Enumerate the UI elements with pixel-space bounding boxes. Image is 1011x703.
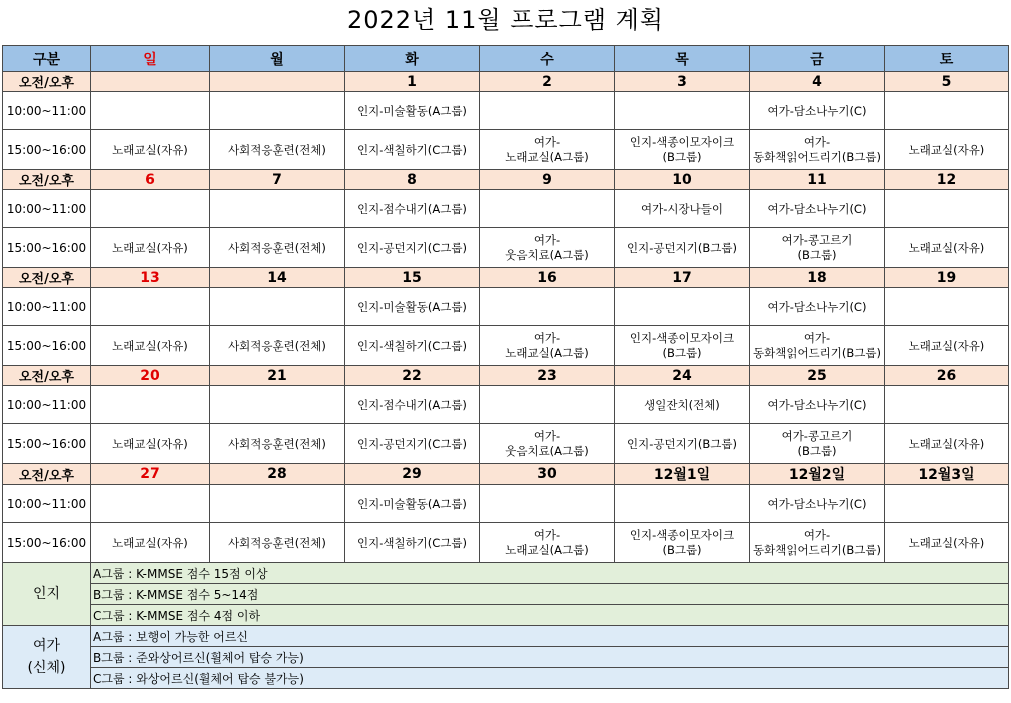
program-cell: 사회적응훈련(전체) (210, 228, 345, 268)
program-cell: 인지-공던지기(C그룹) (345, 424, 480, 464)
program-cell: 인지-점수내기(A그룹) (345, 386, 480, 424)
date-cell: 11 (750, 170, 885, 190)
morning-row (3, 92, 1009, 130)
program-cell: 여가-담소나누기(C) (750, 386, 885, 424)
header-category: 구분 (3, 46, 91, 72)
date-cell: 3 (615, 72, 750, 92)
period-label: 오전/오후 (3, 72, 91, 92)
program-cell: 인지-색칠하기(C그룹) (345, 130, 480, 170)
page-title: 2022년 11월 프로그램 계획 (347, 6, 664, 34)
program-cell (615, 92, 750, 130)
program-cell: 여가- 웃음치료(A그룹) (480, 228, 615, 268)
time-label: 15:00~16:00 (3, 228, 91, 268)
afternoon-row (3, 130, 1009, 170)
program-cell (210, 92, 345, 130)
legend-item: A그룹 : K-MMSE 점수 15점 이상 (91, 563, 1009, 584)
day-header-row (3, 46, 1009, 72)
program-cell: 인지-미술활동(A그룹) (345, 92, 480, 130)
program-cell: 노래교실(자유) (91, 228, 210, 268)
program-cell (210, 190, 345, 228)
date-cell: 21 (210, 366, 345, 386)
date-cell: 1 (345, 72, 480, 92)
legend-row (3, 647, 1009, 668)
program-cell: 인지-색종이모자이크 (B그룹) (615, 523, 750, 563)
program-cell (91, 190, 210, 228)
program-cell: 여가- 웃음치료(A그룹) (480, 424, 615, 464)
date-cell: 12 (885, 170, 1009, 190)
schedule-body (3, 46, 1009, 689)
program-cell (480, 190, 615, 228)
program-cell (480, 386, 615, 424)
legend-item: C그룹 : 와상어르신(휠체어 탑승 불가능) (91, 668, 1009, 689)
program-cell (615, 485, 750, 523)
program-cell: 인지-미술활동(A그룹) (345, 485, 480, 523)
date-cell: 29 (345, 464, 480, 485)
period-label: 오전/오후 (3, 268, 91, 288)
program-cell: 사회적응훈련(전체) (210, 523, 345, 563)
program-cell: 여가- 노래교실(A그룹) (480, 523, 615, 563)
date-cell: 19 (885, 268, 1009, 288)
program-cell: 여가- 동화책읽어드리기(B그룹) (750, 326, 885, 366)
time-label: 10:00~11:00 (3, 485, 91, 523)
header-thursday: 목 (615, 46, 750, 72)
program-cell (885, 288, 1009, 326)
legend-item: A그룹 : 보행이 가능한 어르신 (91, 626, 1009, 647)
period-label: 오전/오후 (3, 170, 91, 190)
legend-title: 인지 (3, 563, 91, 626)
program-cell: 여가-시장나들이 (615, 190, 750, 228)
date-cell: 10 (615, 170, 750, 190)
afternoon-row (3, 326, 1009, 366)
time-label: 15:00~16:00 (3, 523, 91, 563)
program-cell (480, 92, 615, 130)
time-label: 15:00~16:00 (3, 326, 91, 366)
program-cell: 인지-색칠하기(C그룹) (345, 523, 480, 563)
date-cell: 8 (345, 170, 480, 190)
program-cell: 노래교실(자유) (885, 130, 1009, 170)
program-cell: 노래교실(자유) (91, 523, 210, 563)
program-cell: 인지-점수내기(A그룹) (345, 190, 480, 228)
header-monday: 월 (210, 46, 345, 72)
time-label: 15:00~16:00 (3, 130, 91, 170)
date-cell: 20 (91, 366, 210, 386)
program-cell: 인지-미술활동(A그룹) (345, 288, 480, 326)
program-cell (480, 288, 615, 326)
program-cell (210, 288, 345, 326)
legend-item: B그룹 : K-MMSE 점수 5~14점 (91, 584, 1009, 605)
date-row (3, 366, 1009, 386)
morning-row (3, 485, 1009, 523)
header-friday: 금 (750, 46, 885, 72)
date-row (3, 464, 1009, 485)
time-label: 10:00~11:00 (3, 92, 91, 130)
program-cell: 인지-색종이모자이크 (B그룹) (615, 326, 750, 366)
afternoon-row (3, 424, 1009, 464)
program-cell (615, 288, 750, 326)
morning-row (3, 190, 1009, 228)
program-cell: 노래교실(자유) (91, 326, 210, 366)
date-cell: 27 (91, 464, 210, 485)
program-cell: 인지-공던지기(B그룹) (615, 228, 750, 268)
morning-row (3, 288, 1009, 326)
date-cell: 18 (750, 268, 885, 288)
program-cell: 노래교실(자유) (885, 228, 1009, 268)
date-cell: 25 (750, 366, 885, 386)
date-cell: 30 (480, 464, 615, 485)
legend-row (3, 626, 1009, 647)
legend-row (3, 668, 1009, 689)
program-cell: 인지-공던지기(C그룹) (345, 228, 480, 268)
program-cell: 여가-담소나누기(C) (750, 92, 885, 130)
program-cell: 노래교실(자유) (885, 424, 1009, 464)
date-cell: 12월3일 (885, 464, 1009, 485)
program-cell: 인지-색칠하기(C그룹) (345, 326, 480, 366)
program-cell: 여가-담소나누기(C) (750, 288, 885, 326)
date-cell: 2 (480, 72, 615, 92)
program-cell (91, 92, 210, 130)
program-cell (210, 386, 345, 424)
header-tuesday: 화 (345, 46, 480, 72)
date-cell: 15 (345, 268, 480, 288)
date-cell: 13 (91, 268, 210, 288)
program-cell: 노래교실(자유) (885, 523, 1009, 563)
header-wednesday: 수 (480, 46, 615, 72)
program-cell: 여가- 노래교실(A그룹) (480, 130, 615, 170)
program-cell: 노래교실(자유) (885, 326, 1009, 366)
program-cell (210, 485, 345, 523)
program-cell: 사회적응훈련(전체) (210, 424, 345, 464)
date-cell: 14 (210, 268, 345, 288)
program-cell: 여가-담소나누기(C) (750, 190, 885, 228)
date-cell: 12월1일 (615, 464, 750, 485)
program-cell: 여가- 동화책읽어드리기(B그룹) (750, 130, 885, 170)
program-cell: 사회적응훈련(전체) (210, 326, 345, 366)
date-cell: 7 (210, 170, 345, 190)
date-row (3, 170, 1009, 190)
program-cell (91, 386, 210, 424)
program-cell: 여가-콩고르기 (B그룹) (750, 228, 885, 268)
date-row (3, 268, 1009, 288)
date-cell: 28 (210, 464, 345, 485)
date-cell: 9 (480, 170, 615, 190)
date-cell: 5 (885, 72, 1009, 92)
legend-row (3, 584, 1009, 605)
program-cell: 사회적응훈련(전체) (210, 130, 345, 170)
morning-row (3, 386, 1009, 424)
date-cell: 26 (885, 366, 1009, 386)
date-cell: 6 (91, 170, 210, 190)
program-cell (91, 288, 210, 326)
program-cell: 인지-색종이모자이크 (B그룹) (615, 130, 750, 170)
program-cell: 노래교실(자유) (91, 424, 210, 464)
program-cell: 생일잔치(전체) (615, 386, 750, 424)
period-label: 오전/오후 (3, 366, 91, 386)
program-cell (885, 92, 1009, 130)
legend-row (3, 605, 1009, 626)
date-cell (91, 72, 210, 92)
date-cell: 24 (615, 366, 750, 386)
legend-item: B그룹 : 준와상어르신(휠체어 탑승 가능) (91, 647, 1009, 668)
time-label: 15:00~16:00 (3, 424, 91, 464)
program-cell (885, 190, 1009, 228)
header-sunday: 일 (91, 46, 210, 72)
program-cell (885, 386, 1009, 424)
date-cell: 23 (480, 366, 615, 386)
afternoon-row (3, 523, 1009, 563)
date-cell: 12월2일 (750, 464, 885, 485)
program-cell: 노래교실(자유) (91, 130, 210, 170)
time-label: 10:00~11:00 (3, 386, 91, 424)
date-cell (210, 72, 345, 92)
time-label: 10:00~11:00 (3, 190, 91, 228)
date-cell: 4 (750, 72, 885, 92)
program-cell: 여가- 노래교실(A그룹) (480, 326, 615, 366)
date-cell: 17 (615, 268, 750, 288)
afternoon-row (3, 228, 1009, 268)
program-cell: 여가- 동화책읽어드리기(B그룹) (750, 523, 885, 563)
program-cell (91, 485, 210, 523)
header-saturday: 토 (885, 46, 1009, 72)
program-cell (480, 485, 615, 523)
time-label: 10:00~11:00 (3, 288, 91, 326)
program-cell (885, 485, 1009, 523)
period-label: 오전/오후 (3, 464, 91, 485)
legend-title: 여가 (신체) (3, 626, 91, 689)
date-row (3, 72, 1009, 92)
legend-item: C그룹 : K-MMSE 점수 4점 이하 (91, 605, 1009, 626)
date-cell: 16 (480, 268, 615, 288)
schedule-table (2, 45, 1009, 689)
program-cell: 여가-담소나누기(C) (750, 485, 885, 523)
program-cell: 여가-콩고르기 (B그룹) (750, 424, 885, 464)
date-cell: 22 (345, 366, 480, 386)
legend-row (3, 563, 1009, 584)
program-cell: 인지-공던지기(B그룹) (615, 424, 750, 464)
